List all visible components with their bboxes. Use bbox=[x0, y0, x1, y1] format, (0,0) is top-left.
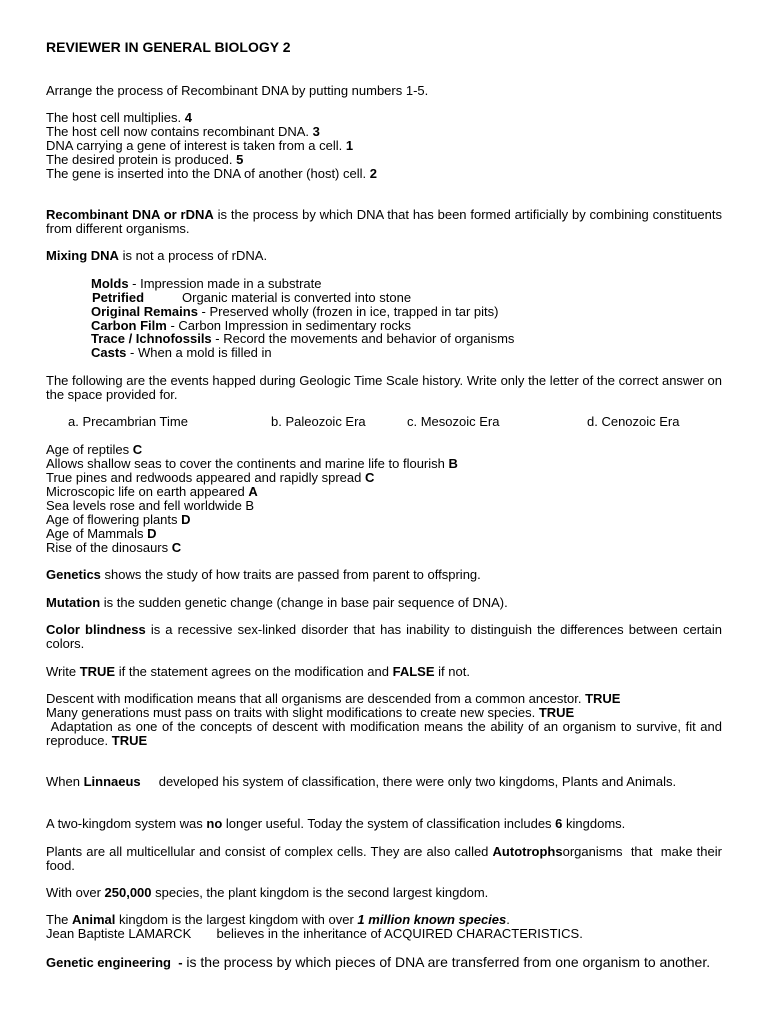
genetics-definition: Genetics shows the study of how traits are passed from parent to offspring. bbox=[46, 567, 481, 582]
fossil-item: Original Remains - Preserved wholly (frozen in ice, trapped in tar pits) bbox=[91, 304, 499, 319]
gts-choice: c. Mesozoic Era bbox=[407, 414, 500, 429]
plant-kingdom-paragraph: With over 250,000 species, the plant kingdom is the second largest kingdom. bbox=[46, 885, 489, 900]
gts-item: Rise of the dinosaurs C bbox=[46, 540, 182, 555]
rdna-step-answer: 5 bbox=[236, 152, 244, 167]
tf-answer: TRUE bbox=[538, 705, 575, 720]
gts-instruction: The following are the events happed during Geologic Time Scale history. Write only the letter of the correct answer on the space provided for. bbox=[46, 373, 722, 402]
mutation-definition: Mutation is the sudden genetic change (change in base pair sequence of DNA). bbox=[46, 595, 508, 610]
gts-choice: a. Precambrian Time bbox=[68, 414, 188, 429]
lamarck-note: Jean Baptiste LAMARCK believes in the inheritance of ACQUIRED CHARACTERISTICS. bbox=[46, 926, 583, 941]
color-blindness-definition: Color blindness is a recessive sex-linked disorder that has inability to distinguish the differences between certain colors. bbox=[46, 622, 722, 651]
linnaeus-paragraph: When Linnaeus developed his system of classification, there were only two kingdoms, Plants and Animals. bbox=[46, 774, 677, 789]
gts-answer: C bbox=[171, 540, 182, 555]
tf-answer: TRUE bbox=[111, 733, 148, 748]
rdna-definition: Recombinant DNA or rDNA is the process by which DNA that has been formed artificially by combining constituents from different organisms. bbox=[46, 207, 722, 236]
gts-answer: B bbox=[448, 456, 458, 471]
rdna-step: DNA carrying a gene of interest is taken from a cell. 1 bbox=[46, 138, 354, 153]
gts-item: Age of reptiles C bbox=[46, 442, 143, 457]
animal-kingdom-paragraph: The Animal kingdom is the largest kingdom with over 1 million known species. bbox=[46, 912, 510, 927]
tf-item: Many generations must pass on traits with slight modifications to create new species. TRUE bbox=[46, 705, 575, 720]
rdna-instruction: Arrange the process of Recombinant DNA by putting numbers 1-5. bbox=[46, 83, 429, 98]
tf-answer: TRUE bbox=[585, 691, 621, 706]
gts-item: Microscopic life on earth appeared A bbox=[46, 484, 258, 499]
tf-item: Descent with modification means that all organisms are descended from a common ancestor. TRUE bbox=[46, 691, 621, 706]
gts-answer: D bbox=[181, 512, 191, 527]
mixing-dna-note: Mixing DNA is not a process of rDNA. bbox=[46, 248, 268, 263]
rdna-step-answer: 2 bbox=[369, 166, 377, 181]
page-title: REVIEWER IN GENERAL BIOLOGY 2 bbox=[46, 39, 291, 55]
fossil-item: Casts - When a mold is filled in bbox=[91, 345, 272, 360]
genetic-engineering-definition: Genetic engineering - is the process by which pieces of DNA are transferred from one organism to another. bbox=[46, 954, 711, 970]
rdna-step: The host cell multiplies. 4 bbox=[46, 110, 192, 125]
tf-item: Adaptation as one of the concepts of descent with modification means the ability of an organism to survive, fit and reproduce. TRUE bbox=[46, 719, 726, 748]
rdna-step: The gene is inserted into the DNA of another (host) cell. 2 bbox=[46, 166, 377, 181]
rdna-term: Recombinant DNA or rDNA bbox=[46, 207, 214, 222]
tf-instruction: Write TRUE if the statement agrees on the modification and FALSE if not. bbox=[46, 664, 470, 679]
gts-answer: C bbox=[364, 470, 375, 485]
gts-answer: A bbox=[248, 484, 258, 499]
rdna-step-answer: 3 bbox=[312, 124, 320, 139]
fossil-item: Carbon Film - Carbon Impression in sedimentary rocks bbox=[91, 318, 412, 333]
gts-item: Age of flowering plants D bbox=[46, 512, 191, 527]
fossil-item: Trace / Ichnofossils - Record the movements and behavior of organisms bbox=[91, 331, 515, 346]
fossil-item: Molds - Impression made in a substrate bbox=[91, 276, 322, 291]
fossil-item: Petrified Organic material is converted into stone bbox=[92, 290, 412, 305]
rdna-step: The desired protein is produced. 5 bbox=[46, 152, 244, 167]
gts-item: Allows shallow seas to cover the continents and marine life to flourish B bbox=[46, 456, 458, 471]
gts-item: Sea levels rose and fell worldwide B bbox=[46, 498, 255, 513]
gts-answer: C bbox=[132, 442, 143, 457]
two-kingdom-paragraph: A two-kingdom system was no longer useful. Today the system of classification includes 6 kingdoms. bbox=[46, 816, 626, 831]
rdna-step: The host cell now contains recombinant DNA. 3 bbox=[46, 124, 320, 139]
gts-choice: b. Paleozoic Era bbox=[271, 414, 366, 429]
plants-paragraph: Plants are all multicellular and consist of complex cells. They are also called Autotrophsorganisms that make their food. bbox=[46, 844, 726, 873]
gts-item: Age of Mammals D bbox=[46, 526, 157, 541]
rdna-step-answer: 1 bbox=[345, 138, 354, 153]
gts-item: True pines and redwoods appeared and rapidly spread C bbox=[46, 470, 375, 485]
rdna-step-answer: 4 bbox=[184, 110, 192, 125]
gts-answer: D bbox=[147, 526, 157, 541]
gts-choice: d. Cenozoic Era bbox=[587, 414, 680, 429]
